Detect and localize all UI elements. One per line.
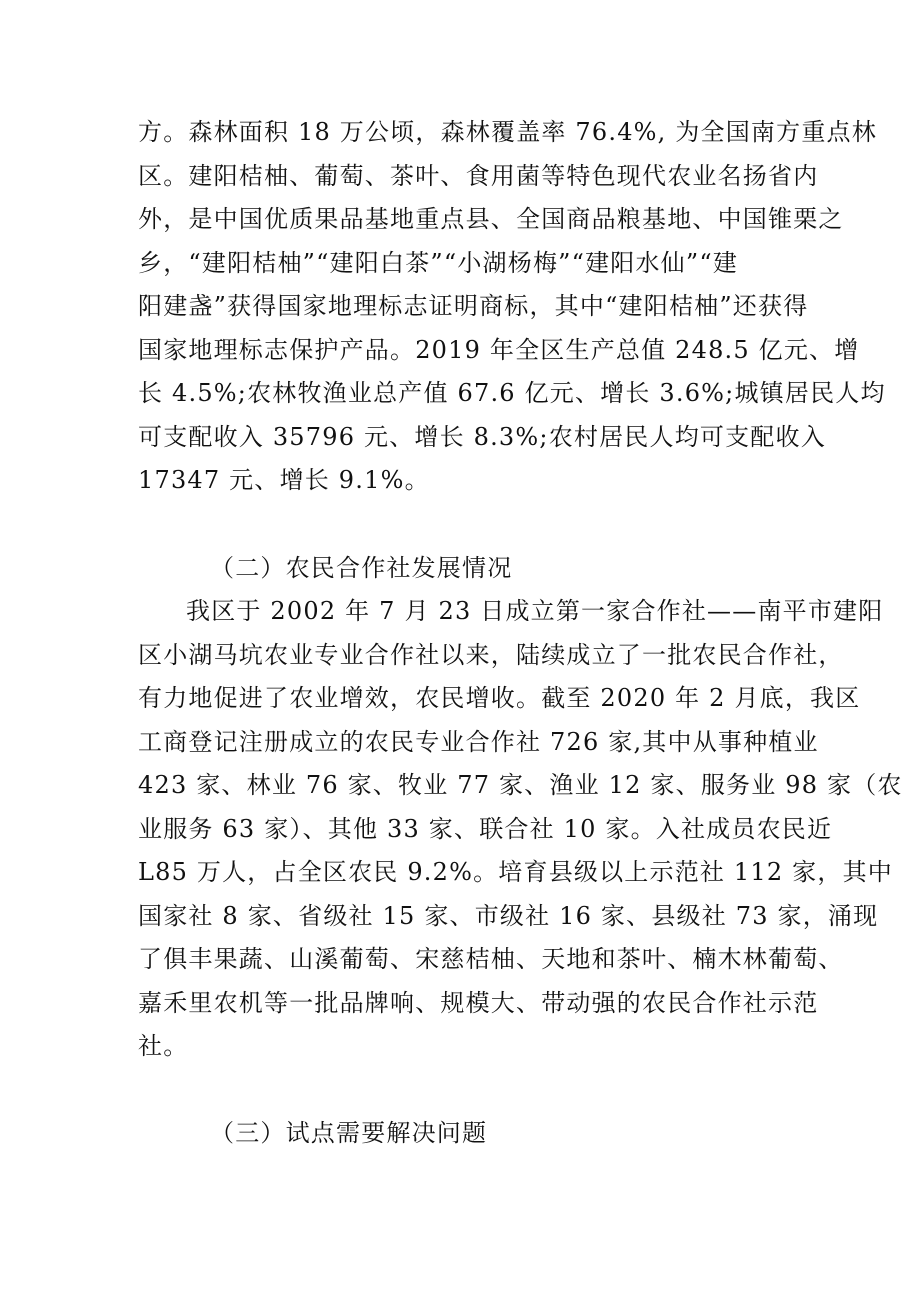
paragraph-1-line-2: 区。建阳桔柚、葡萄、茶叶、食用菌等特色现代农业名扬省内 [138, 162, 819, 190]
paragraph-1-line-4: 乡，“建阳桔柚”“建阳白茶”“小湖杨梅”“建阳水仙”“建 [138, 249, 739, 277]
paragraph-1-line-1: 方。森林面积 18 万公顷，森林覆盖率 76.4%, 为全国南方重点林 [138, 118, 877, 146]
paragraph-1-line-8: 可支配收入 35796 元、增长 8.3%;农村居民人均可支配收入 [138, 423, 826, 451]
paragraph-2-line-4: 工商登记注册成立的农民专业合作社 726 家,其中从事种植业 [138, 728, 819, 756]
paragraph-2-line-5: 423 家、林业 76 家、牧业 77 家、渔业 12 家、服务业 98 家（农 [138, 771, 903, 799]
paragraph-1-line-5: 阳建盏”获得国家地理标志证明商标，其中“建阳桔柚”还获得 [138, 292, 809, 320]
paragraph-2-line-10: 嘉禾里农机等一批品牌响、规模大、带动强的农民合作社示范 [138, 989, 819, 1017]
paragraph-2-line-7: L85 万人，占全区农民 9.2%。培育县级以上示范社 112 家，其中 [138, 858, 893, 886]
paragraph-2-line-2: 区小湖马坑农业专业合作社以来，陆续成立了一批农民合作社， [138, 641, 844, 669]
section-heading-2: （二）农民合作社发展情况 [210, 554, 513, 582]
paragraph-1-line-6: 国家地理标志保护产品。2019 年全区生产总值 248.5 亿元、增 [138, 336, 860, 364]
paragraph-1-line-7: 长 4.5%;农林牧渔业总产值 67.6 亿元、增长 3.6%;城镇居民人均 [138, 379, 886, 407]
section-heading-3: （三）试点需要解决问题 [210, 1119, 488, 1147]
paragraph-1-line-9: 17347 元、增长 9.1%。 [138, 466, 430, 494]
paragraph-2-line-3: 有力地促进了农业增效，农民增收。截至 2020 年 2 月底，我区 [138, 684, 861, 712]
paragraph-2-line-8: 国家社 8 家、省级社 15 家、市级社 16 家、县级社 73 家，涌现 [138, 902, 879, 930]
paragraph-1-line-3: 外，是中国优质果品基地重点县、全国商品粮基地、中国锥栗之 [138, 205, 844, 233]
paragraph-2-line-11: 社。 [138, 1032, 189, 1060]
paragraph-2-line-9: 了俱丰果蔬、山溪葡萄、宋慈桔柚、天地和茶叶、楠木林葡萄、 [138, 945, 844, 973]
paragraph-2-line-1: 我区于 2002 年 7 月 23 日成立第一家合作社——南平市建阳 [186, 597, 884, 625]
paragraph-2-line-6: 业服务 63 家）、其他 33 家、联合社 10 家。入社成员农民近 [138, 815, 833, 843]
